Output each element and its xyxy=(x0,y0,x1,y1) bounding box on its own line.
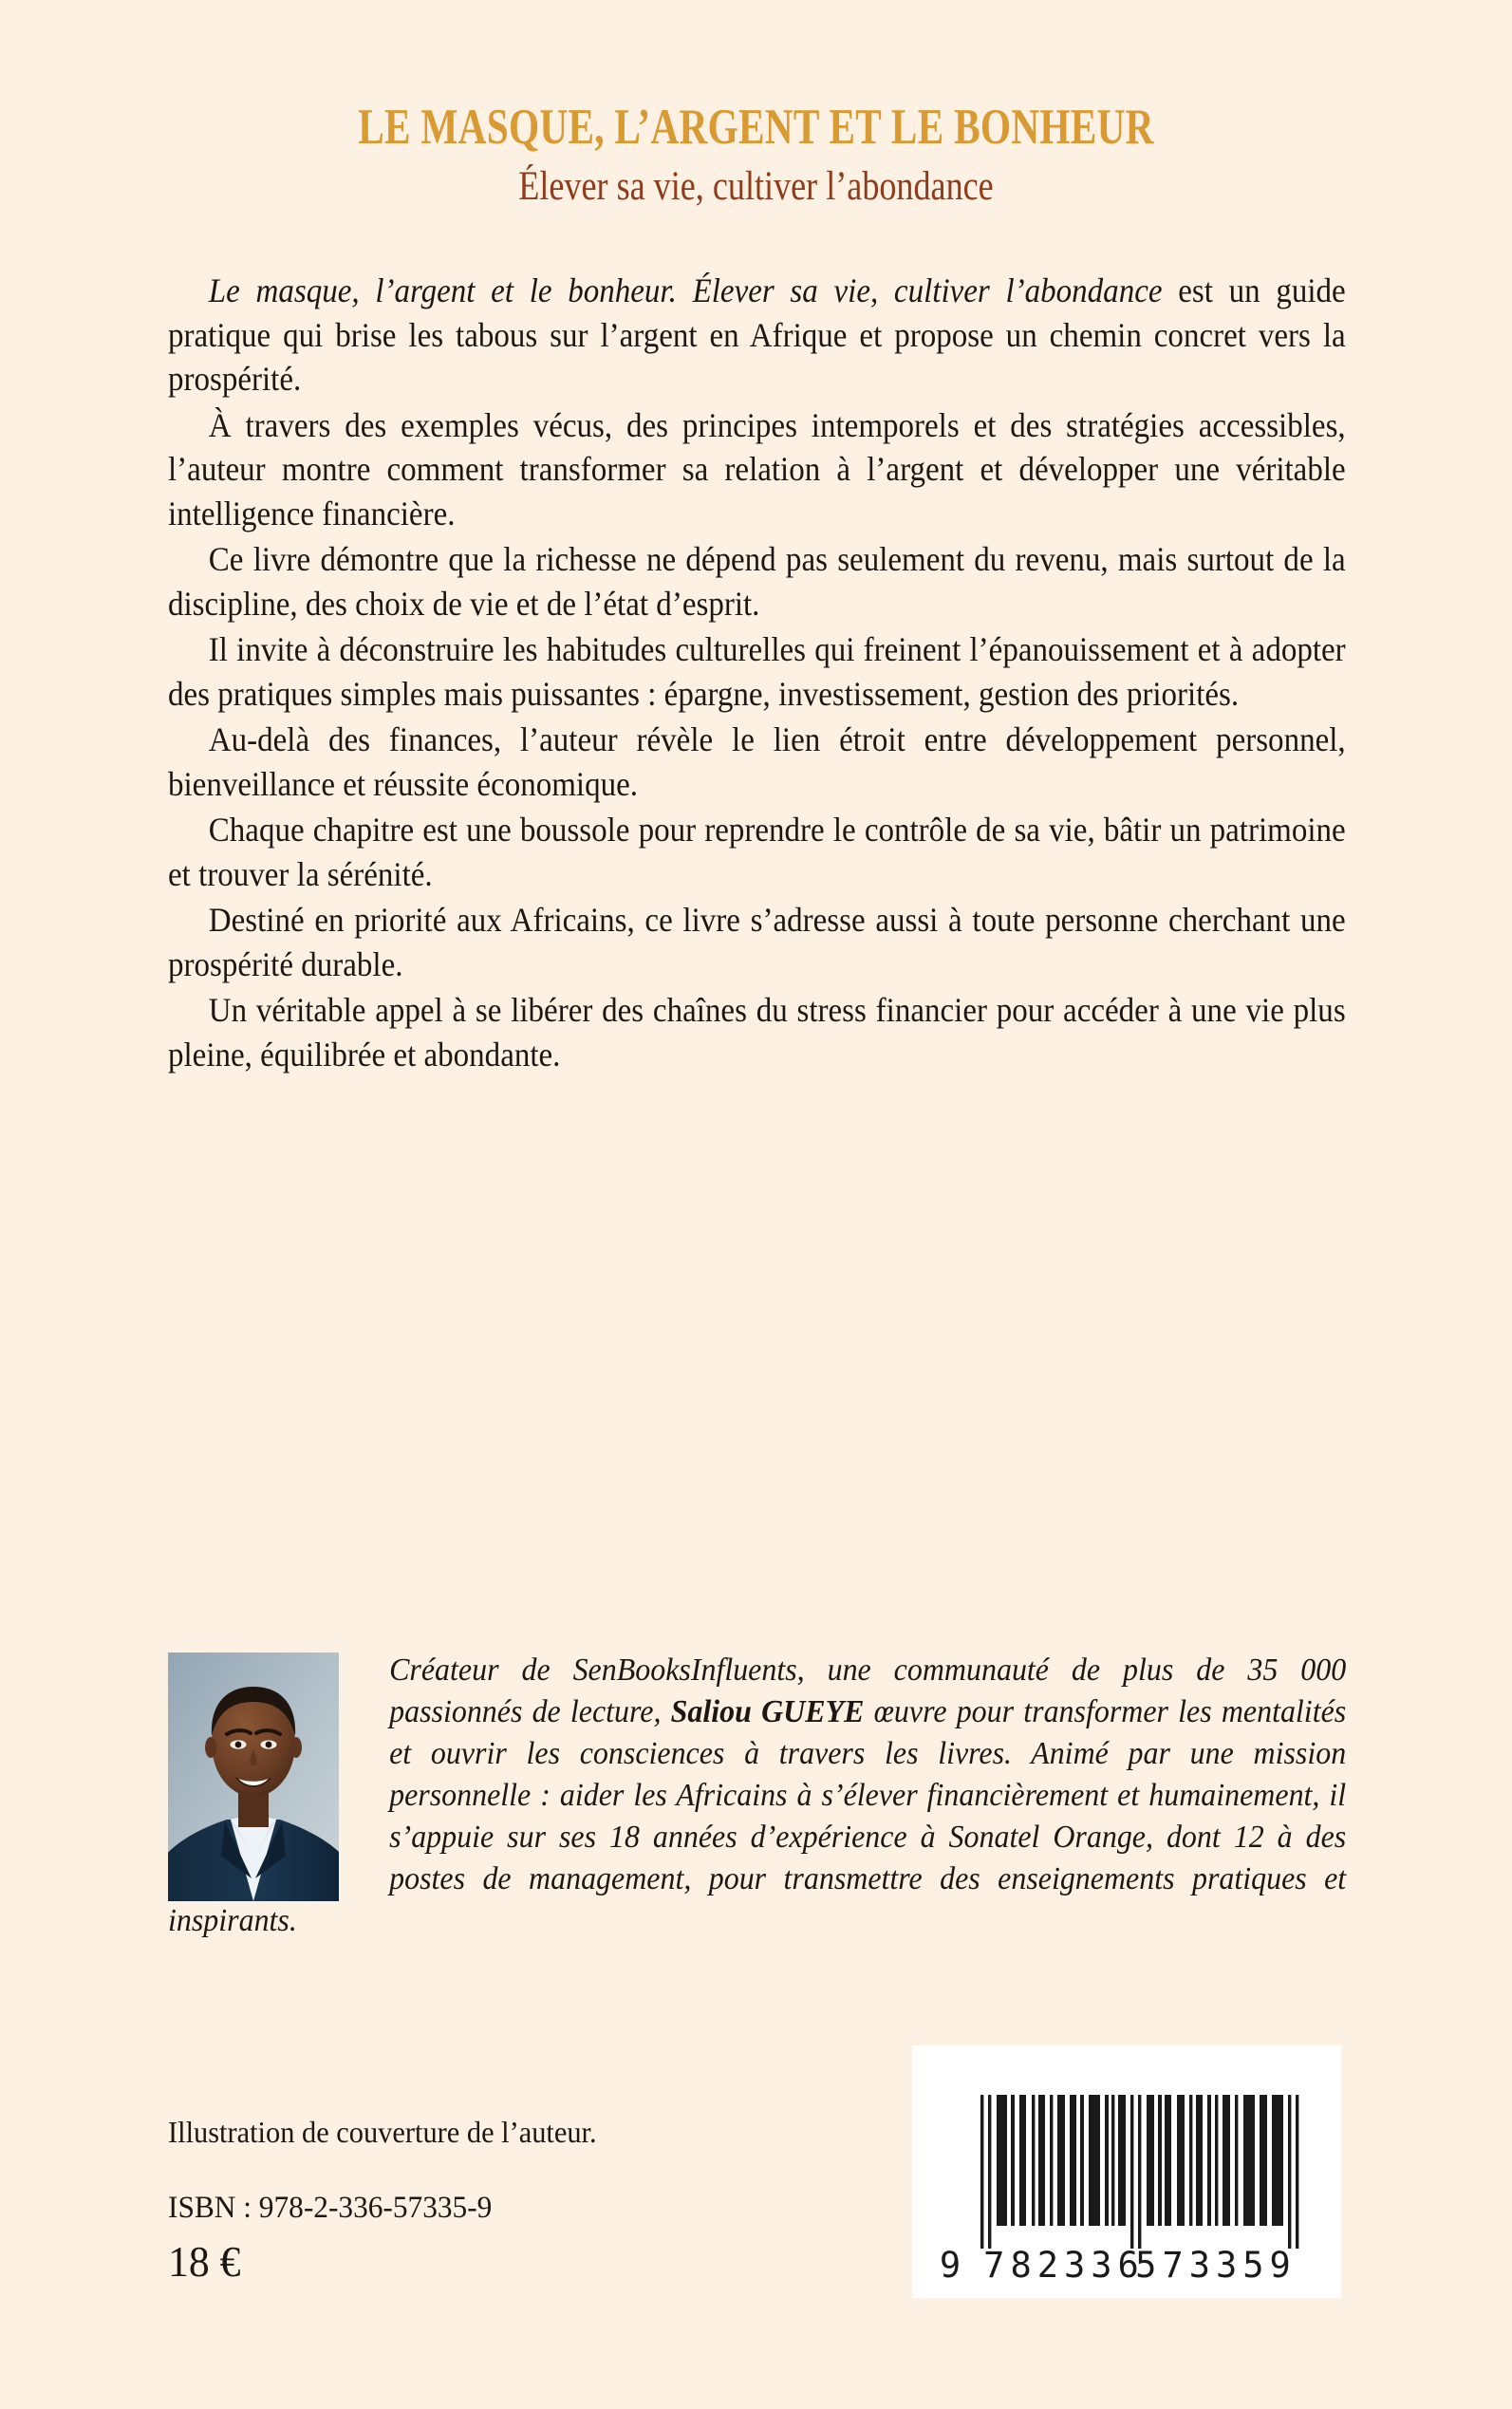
barcode-lead-digit: 9 xyxy=(939,2245,961,2286)
bio-text-wrap-spacer xyxy=(168,1650,389,1898)
blurb-italic-lead: Le masque, l’argent et le bonheur. Élever sa vie, cultiver l’abondance xyxy=(208,271,1163,309)
bio-text-part-2: œuvre pour transformer les mentalités et ouvrir les consciences à travers les livres. Animé par une mission personnelle : aider les Africains à s’élever financièrement et humainement, il s’appuie sur ses 18 années d’expérience à Sonatel Orange, dont 12 à des postes de management, pour transmettre des enseignements pratiques et inspirants. xyxy=(168,1694,1347,1938)
blurb-paragraph-1-rest: est un guide pratique qui brise les tabous sur l’argent en Afrique et propose un chemin concret vers la prospérité. xyxy=(168,271,1346,398)
author-name: Saliou GUEYE xyxy=(670,1694,865,1729)
page-title: LE MASQUE, L’ARGENT ET LE BONHEUR xyxy=(358,100,1154,155)
footer-block xyxy=(168,2113,832,2288)
blurb-paragraph-1 xyxy=(168,269,1346,402)
barcode-left-group: 782336 xyxy=(983,2245,1145,2286)
blurb-paragraph-8: Un véritable appel à se libérer des chaînes du stress financier pour accéder à une vie plus pleine, équilibrée et abondante. xyxy=(168,991,1346,1074)
barcode-right-group: 573359 xyxy=(1135,2245,1297,2286)
bio-text-part-1: Créateur de SenBooksInfluents, une communauté de plus de 35 000 passionnés de lecture, xyxy=(389,1653,1347,1729)
price-text: 18 € xyxy=(168,2237,241,2286)
blurb-paragraph-2: À travers des exemples vécus, des principes intemporels et des stratégies accessibles, l’auteur montre comment transformer sa relation à l’argent et développer une véritable intelligence financière. xyxy=(168,405,1346,532)
title-block xyxy=(0,100,1512,209)
page-subtitle: Élever sa vie, cultiver l’abondance xyxy=(518,164,994,209)
blurb-paragraph-6: Chaque chapitre est une boussole pour reprendre le contrôle de sa vie, bâtir un patrimoine et trouver la sérénité. xyxy=(168,811,1346,893)
blurb-paragraph-4: Il invite à déconstruire les habitudes culturelles qui freinent l’épanouissement et à adopter des pratiques simples mais puissantes : épargne, investissement, gestion des priorités. xyxy=(168,630,1346,713)
isbn-text: ISBN : 978-2-336-57335-9 xyxy=(168,2191,493,2225)
barcode-ean13 xyxy=(912,2045,1341,2298)
illustration-credit: Illustration de couverture de l’auteur. xyxy=(168,2115,597,2149)
author-bio-text xyxy=(168,1650,1346,1942)
blurb-paragraph-7: Destiné en priorité aux Africains, ce livre s’adresse aussi à toute personne cherchant une prospérité durable. xyxy=(168,901,1346,983)
blurb-paragraph-5: Au-delà des finances, l’auteur révèle le lien étroit entre développement personnel, bienveillance et réussite économique. xyxy=(168,720,1346,803)
blurb-body xyxy=(168,269,1346,1078)
blurb-paragraph-3: Ce livre démontre que la richesse ne dépend pas seulement du revenu, mais surtout de la discipline, des choix de vie et de l’état d’esprit. xyxy=(168,540,1346,623)
author-bio-block xyxy=(168,1650,1346,1942)
